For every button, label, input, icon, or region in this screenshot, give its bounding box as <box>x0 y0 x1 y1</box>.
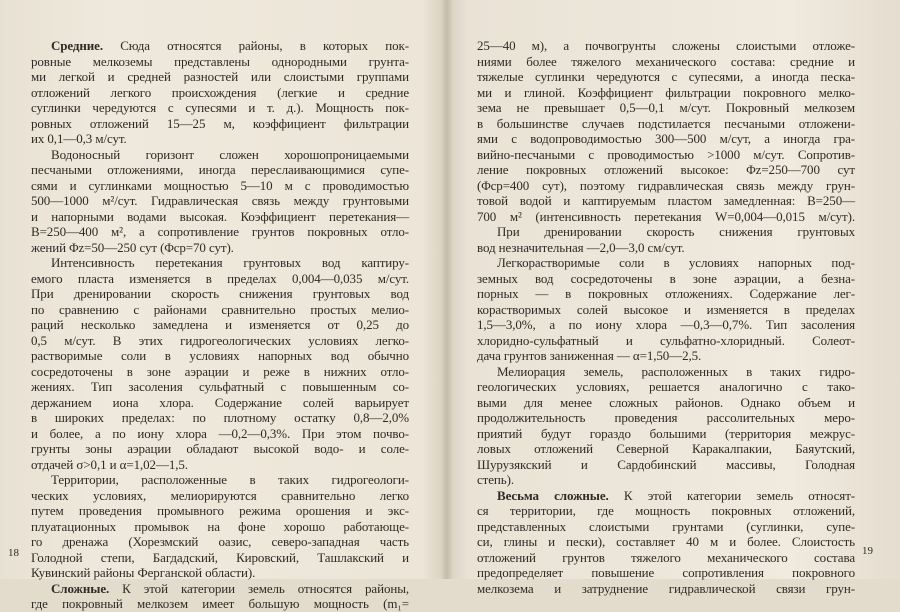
text-line <box>31 581 409 597</box>
line-text: (Φср=400 сут), поэтому гидравлическая связь между грун- <box>477 177 855 193</box>
line-text: растворимые соли в условиях напорных вод обычно <box>31 348 409 363</box>
line-text: порных — в покровных отложениях. Содержание лег- <box>477 286 855 301</box>
line-text: ми легкой и средней разностей или слоистыми группами <box>31 69 409 84</box>
line-text: земных вод сосредоточены в зоне аэрации, а безна- <box>477 270 855 286</box>
line-text: представленных слоистыми грунтами (суглинки, супе- <box>477 518 855 534</box>
text-line <box>477 457 855 473</box>
line-text: ловых отложений Северной Каракалпакии, Баяутский, <box>477 441 855 456</box>
right-page-text <box>477 38 855 596</box>
line-text: 0,5 м/сут. В этих гидрогеологических условиях легко- <box>31 332 409 348</box>
line-text: песчаными отложениями, иногда переслаивающимися супе- <box>31 162 409 177</box>
line-text: держанием иона хлора. Содержание солей варьирует <box>31 394 409 410</box>
text-line <box>477 550 855 566</box>
line-text: Легкорастворимые соли в условиях напорных под- <box>497 255 855 270</box>
text-line <box>477 286 855 302</box>
text-line <box>31 193 409 209</box>
text-line <box>477 426 855 442</box>
text-line <box>477 255 855 271</box>
line-text: и напорными водами высокая. Коэффициент перетекания— <box>31 208 409 224</box>
text-line <box>31 178 409 194</box>
line-text: в широких пределах: по плотному остатку 0,8—2,0% <box>31 410 409 425</box>
line-text: Кувинский районы Ферганской области). <box>31 565 256 580</box>
line-text: ми и глиной. Коэффициент фильтрации покровного мелко- <box>477 84 855 100</box>
line-text: плуатационных промывок на фоне хорошо работающе- <box>31 518 409 534</box>
text-line <box>31 519 409 535</box>
text-line <box>31 54 409 70</box>
line-text: где покровный мелкозем имеет большую мощность (m₁= <box>31 596 409 611</box>
line-text: и более, а по иону хлора —0,2—0,3%. При этом почво- <box>31 425 409 441</box>
line-text: 25—40 м), а почвогрунты сложены слоистыми отложе- <box>477 38 855 53</box>
line-text: К этой категории земель относят- <box>608 487 855 503</box>
line-text: жениях. Тип засоления сульфатный с повышенным со- <box>31 379 409 394</box>
text-line <box>31 131 409 147</box>
line-text: ниями более тяжелого механического состава: средние и <box>477 53 855 69</box>
line-text: продолжительность проведения рассолительных меро- <box>477 410 855 425</box>
line-text: отложений грунтов тяжелого механического состава <box>477 549 855 565</box>
line-text: жений Φz=50—250 сут (Φср=70 сут). <box>31 239 234 255</box>
text-line <box>31 162 409 178</box>
text-line <box>31 286 409 302</box>
text-line <box>477 131 855 147</box>
line-text: 700 м² (интенсивность перетекания W=0,004—0,015 м/сут). <box>477 208 855 224</box>
line-text: предопределяет повышение сопротивления покровного <box>477 565 855 580</box>
text-line <box>31 488 409 504</box>
text-line <box>31 333 409 349</box>
line-text: раций несколько замедлена и изменяется от 0,25 до <box>31 317 409 332</box>
section-heading: Средние. <box>51 38 103 53</box>
line-text: ление покровных отложений высокое: Φz=250—700 сут <box>477 162 855 177</box>
line-text: вийно-песчаными с проводимостью >1000 м/сут. Сопротив- <box>477 146 855 162</box>
text-line <box>477 209 855 225</box>
text-line <box>477 100 855 116</box>
text-line <box>31 240 409 256</box>
line-text: Водоносный горизонт сложен хорошопроницаемыми <box>51 146 409 162</box>
text-line <box>31 317 409 333</box>
line-text: ческих условиях, мелиорируются сравнительно легко <box>31 487 409 503</box>
text-line <box>477 503 855 519</box>
text-line <box>477 488 855 504</box>
text-line <box>477 302 855 318</box>
text-line <box>477 534 855 550</box>
text-line <box>31 565 409 581</box>
text-line <box>31 224 409 240</box>
line-text: си, глины и пески), составляет 40 м и более. Слоистость <box>477 534 855 549</box>
section-heading: Сложные. <box>51 580 110 596</box>
text-line <box>477 410 855 426</box>
line-text: мелкозема и затруднение гидравлической связи грун- <box>477 580 855 596</box>
text-line <box>477 317 855 333</box>
line-text: грунты зоны аэрации обладают высокой водо- и соле- <box>31 441 409 456</box>
line-text: 500—1000 м²/сут. Гидравлическая связь между грунтовыми <box>31 193 409 208</box>
line-text: зема не превышает 0,5—0,1 м/сут. Покровный мелкозем <box>477 100 855 115</box>
left-page <box>0 0 445 611</box>
line-text: приятий будут гораздо большими (территория межрус- <box>477 425 855 441</box>
text-line <box>31 441 409 457</box>
line-text: в большинстве случаев подстилается песчаными отложени- <box>477 115 855 131</box>
line-text: дача грунтов заниженная — α=1,50—2,5. <box>477 348 702 363</box>
right-page-number: 19 <box>862 545 873 557</box>
line-text: ся территории, где мощность покровных отложений, <box>477 503 855 518</box>
text-line <box>477 69 855 85</box>
line-text: тяжелые суглинки чередуются с супесями, а иногда песка- <box>477 69 855 84</box>
text-line <box>477 379 855 395</box>
line-text: При дренировании скорость снижения грунтовых вод <box>31 286 409 301</box>
line-text: сями и суглинками мощностью 5—10 м с проводимостью <box>31 177 409 193</box>
text-line <box>31 503 409 519</box>
line-text: по сравнению с районами сравнительно простых мелио- <box>31 301 409 317</box>
line-text: отложений легкого происхождения (легкие и средние <box>31 84 409 100</box>
line-text: хлоридно-сульфатный и сульфатно-хлоридный. Солеот- <box>477 332 855 348</box>
line-text: Сюда относятся районы, в которых пок- <box>103 38 409 53</box>
text-line <box>31 410 409 426</box>
text-line <box>31 457 409 473</box>
text-line <box>477 581 855 597</box>
line-text: товой водой и каптируемым пластом замедленная: B=250— <box>477 193 855 208</box>
text-line <box>31 116 409 132</box>
line-text: их 0,1—0,3 м/сут. <box>31 131 127 146</box>
line-text: ями с водопроводимостью 300—500 м/сут, а иногда гра- <box>477 131 855 146</box>
text-line <box>477 364 855 380</box>
line-text: Голодной степи, Багдадский, Кировский, Ташлакский и <box>31 549 409 565</box>
line-text: Шурузякский и Сардобинский массивы, Голодная <box>477 456 855 472</box>
text-line <box>477 85 855 101</box>
text-line <box>31 364 409 380</box>
line-text: геологических условиях, решается аналогично с тако- <box>477 379 855 394</box>
line-text: сосредоточены в зоне аэрации и реже в нижних отло- <box>31 363 409 379</box>
line-text: степь). <box>477 472 514 487</box>
left-page-number: 18 <box>8 547 19 559</box>
text-line <box>477 54 855 70</box>
line-text: ровных отложений 15—25 м, коэффициент фильтрации <box>31 115 409 131</box>
text-line <box>477 178 855 194</box>
line-text: путем проведения промывного режима орошения и экс- <box>31 503 409 518</box>
text-line <box>31 100 409 116</box>
text-line <box>477 565 855 581</box>
text-line <box>477 38 855 54</box>
text-line <box>477 472 855 488</box>
left-page-text <box>31 38 409 612</box>
text-line <box>477 271 855 287</box>
text-line <box>31 255 409 271</box>
text-line <box>31 209 409 225</box>
text-line <box>477 193 855 209</box>
line-text: К этой категории земель относятся районы, <box>109 580 409 596</box>
text-line <box>31 348 409 364</box>
line-text: емого пласта изменяется в пределах 0,004—0,035 м/сут. <box>31 270 409 286</box>
text-line <box>31 147 409 163</box>
right-page <box>450 0 900 596</box>
text-line <box>31 302 409 318</box>
line-text: При дренировании скорость снижения грунтовых <box>497 224 855 239</box>
text-line <box>31 69 409 85</box>
line-text: вод незначительная —2,0—3,0 см/сут. <box>477 239 685 255</box>
text-line <box>477 395 855 411</box>
text-line <box>31 38 409 54</box>
text-line <box>31 379 409 395</box>
line-text: B=250—400 м², а сопротивление грунтов покровных отло- <box>31 224 409 239</box>
text-line <box>31 534 409 550</box>
text-line <box>477 240 855 256</box>
text-line <box>31 550 409 566</box>
text-line <box>477 348 855 364</box>
text-line <box>477 441 855 457</box>
line-text: отдачей σ>0,1 и α=1,02—1,5. <box>31 456 188 472</box>
text-line <box>31 395 409 411</box>
text-line <box>477 147 855 163</box>
line-text: Территории, расположенные в таких гидрогеологи- <box>51 472 409 487</box>
text-line <box>477 333 855 349</box>
text-line <box>31 271 409 287</box>
text-line <box>477 224 855 240</box>
text-line <box>477 519 855 535</box>
line-text: суглинки чередуются с супесями и т. д.). Мощность пок- <box>31 100 409 115</box>
line-text: ровные мелкоземы представлены однородными грунта- <box>31 53 409 69</box>
line-text: 1,5—3,0%, а по иону хлора —0,3—0,7%. Тип засоления <box>477 317 855 332</box>
text-line <box>31 596 409 612</box>
line-text: выми для менее сложных районов. Однако объем и <box>477 394 855 410</box>
line-text: Мелиорация земель, расположенных в таких гидро- <box>497 363 855 379</box>
line-text: корастворимых солей высокое и изменяется в пределах <box>477 301 855 317</box>
text-line <box>477 162 855 178</box>
text-line <box>31 426 409 442</box>
text-line <box>31 472 409 488</box>
line-text: Интенсивность перетекания грунтовых вод каптиру- <box>51 255 409 270</box>
text-line <box>477 116 855 132</box>
line-text: го дренажа (Хорезмский оазис, северо-западная часть <box>31 534 409 549</box>
section-heading: Весьма сложные. <box>497 487 609 503</box>
text-line <box>31 85 409 101</box>
